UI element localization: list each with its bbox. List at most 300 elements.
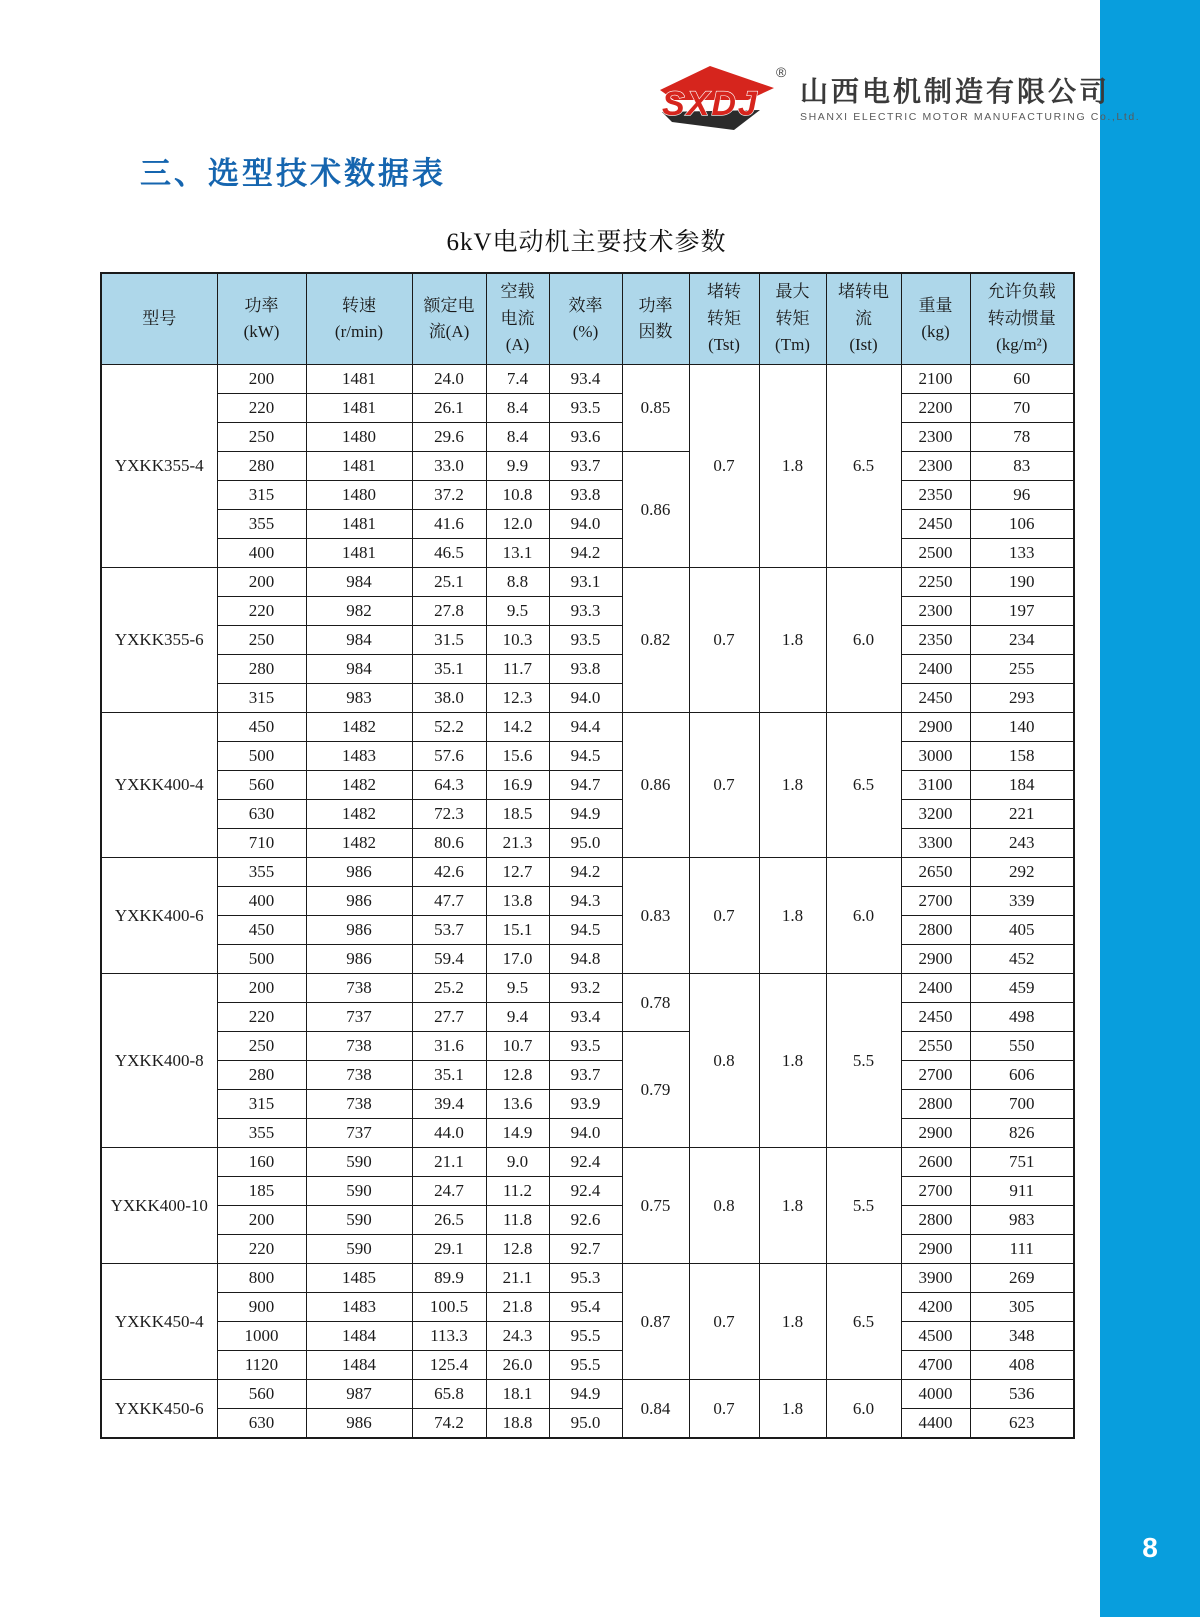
- weight-cell: 4700: [901, 1351, 970, 1380]
- weight-cell: 3900: [901, 1264, 970, 1293]
- power-cell: 315: [217, 481, 306, 510]
- speed-cell: 738: [306, 974, 412, 1003]
- power-factor-cell: 0.85: [622, 365, 689, 452]
- column-header: 重量 (kg): [901, 273, 970, 365]
- power-cell: 220: [217, 597, 306, 626]
- model-cell: YXKK355-6: [101, 568, 217, 713]
- max-torque-cell: 1.8: [759, 1264, 826, 1380]
- table-row: [101, 1061, 1074, 1090]
- table-row: [101, 1351, 1074, 1380]
- table-title: 6kV电动机主要技术参数: [446, 229, 727, 256]
- weight-cell: 2300: [901, 423, 970, 452]
- column-header: 额定电 流(A): [412, 273, 486, 365]
- model-cell: YXKK400-4: [101, 713, 217, 858]
- column-header: 转速 (r/min): [306, 273, 412, 365]
- inertia-cell: 826: [970, 1119, 1074, 1148]
- table-row: [101, 1322, 1074, 1351]
- speed-cell: 1484: [306, 1351, 412, 1380]
- table-row: [101, 568, 1074, 597]
- rated-current-cell: 125.4: [412, 1351, 486, 1380]
- model-cell: YXKK400-6: [101, 858, 217, 974]
- model-cell: YXKK400-8: [101, 974, 217, 1148]
- power-cell: 200: [217, 974, 306, 1003]
- noload-current-cell: 10.7: [486, 1032, 549, 1061]
- power-cell: 450: [217, 916, 306, 945]
- table-row: [101, 1177, 1074, 1206]
- model-cell: YXKK450-6: [101, 1380, 217, 1439]
- noload-current-cell: 15.1: [486, 916, 549, 945]
- noload-current-cell: 13.6: [486, 1090, 549, 1119]
- rated-current-cell: 80.6: [412, 829, 486, 858]
- power-cell: 630: [217, 1409, 306, 1439]
- inertia-cell: 133: [970, 539, 1074, 568]
- inertia-cell: 96: [970, 481, 1074, 510]
- weight-cell: 2700: [901, 887, 970, 916]
- efficiency-cell: 93.4: [549, 365, 622, 394]
- noload-current-cell: 10.3: [486, 626, 549, 655]
- column-header: 型号: [101, 273, 217, 365]
- noload-current-cell: 13.1: [486, 539, 549, 568]
- rated-current-cell: 41.6: [412, 510, 486, 539]
- max-torque-cell: 1.8: [759, 568, 826, 713]
- weight-cell: 2100: [901, 365, 970, 394]
- column-header: 最大 转矩 (Tm): [759, 273, 826, 365]
- column-header: 堵转电 流 (Ist): [826, 273, 901, 365]
- speed-cell: 984: [306, 568, 412, 597]
- rated-current-cell: 47.7: [412, 887, 486, 916]
- inertia-cell: 751: [970, 1148, 1074, 1177]
- power-cell: 450: [217, 713, 306, 742]
- efficiency-cell: 93.5: [549, 1032, 622, 1061]
- inertia-cell: 550: [970, 1032, 1074, 1061]
- table-row: [101, 1380, 1074, 1409]
- table-row: [101, 452, 1074, 481]
- power-factor-cell: 0.78: [622, 974, 689, 1032]
- efficiency-cell: 92.7: [549, 1235, 622, 1264]
- weight-cell: 2450: [901, 510, 970, 539]
- power-factor-cell: 0.82: [622, 568, 689, 713]
- column-header: 功率 (kW): [217, 273, 306, 365]
- inertia-cell: 459: [970, 974, 1074, 1003]
- table-row: [101, 365, 1074, 394]
- efficiency-cell: 93.5: [549, 394, 622, 423]
- noload-current-cell: 17.0: [486, 945, 549, 974]
- power-cell: 315: [217, 684, 306, 713]
- table-row: [101, 916, 1074, 945]
- noload-current-cell: 7.4: [486, 365, 549, 394]
- efficiency-cell: 93.9: [549, 1090, 622, 1119]
- speed-cell: 986: [306, 1409, 412, 1439]
- noload-current-cell: 9.0: [486, 1148, 549, 1177]
- noload-current-cell: 24.3: [486, 1322, 549, 1351]
- table-row: [101, 1264, 1074, 1293]
- speed-cell: 984: [306, 626, 412, 655]
- locked-rotor-torque-cell: 0.7: [689, 713, 759, 858]
- speed-cell: 1481: [306, 394, 412, 423]
- table-row: [101, 539, 1074, 568]
- weight-cell: 2300: [901, 452, 970, 481]
- efficiency-cell: 93.6: [549, 423, 622, 452]
- rated-current-cell: 113.3: [412, 1322, 486, 1351]
- table-row: [101, 1119, 1074, 1148]
- efficiency-cell: 94.0: [549, 1119, 622, 1148]
- rated-current-cell: 44.0: [412, 1119, 486, 1148]
- table-row: [101, 800, 1074, 829]
- weight-cell: 2550: [901, 1032, 970, 1061]
- locked-rotor-torque-cell: 0.7: [689, 568, 759, 713]
- table-row: [101, 597, 1074, 626]
- power-cell: 800: [217, 1264, 306, 1293]
- rated-current-cell: 29.6: [412, 423, 486, 452]
- inertia-cell: 292: [970, 858, 1074, 887]
- inertia-cell: 184: [970, 771, 1074, 800]
- weight-cell: 2900: [901, 1235, 970, 1264]
- weight-cell: 2350: [901, 481, 970, 510]
- weight-cell: 2800: [901, 916, 970, 945]
- locked-rotor-torque-cell: 0.7: [689, 1264, 759, 1380]
- power-cell: 280: [217, 1061, 306, 1090]
- power-factor-cell: 0.84: [622, 1380, 689, 1439]
- weight-cell: 2450: [901, 684, 970, 713]
- inertia-cell: 158: [970, 742, 1074, 771]
- table-row: [101, 655, 1074, 684]
- power-cell: 280: [217, 655, 306, 684]
- rated-current-cell: 27.8: [412, 597, 486, 626]
- inertia-cell: 452: [970, 945, 1074, 974]
- efficiency-cell: 94.5: [549, 916, 622, 945]
- power-cell: 1000: [217, 1322, 306, 1351]
- noload-current-cell: 14.9: [486, 1119, 549, 1148]
- max-torque-cell: 1.8: [759, 974, 826, 1148]
- speed-cell: 590: [306, 1206, 412, 1235]
- noload-current-cell: 12.3: [486, 684, 549, 713]
- weight-cell: 2400: [901, 974, 970, 1003]
- efficiency-cell: 95.5: [549, 1322, 622, 1351]
- noload-current-cell: 12.8: [486, 1235, 549, 1264]
- efficiency-cell: 93.4: [549, 1003, 622, 1032]
- inertia-cell: 60: [970, 365, 1074, 394]
- efficiency-cell: 93.2: [549, 974, 622, 1003]
- locked-rotor-torque-cell: 0.7: [689, 365, 759, 568]
- efficiency-cell: 92.6: [549, 1206, 622, 1235]
- weight-cell: 2250: [901, 568, 970, 597]
- table-row: [101, 974, 1074, 1003]
- speed-cell: 1480: [306, 481, 412, 510]
- weight-cell: 3300: [901, 829, 970, 858]
- header-row: [101, 273, 1074, 365]
- rated-current-cell: 89.9: [412, 1264, 486, 1293]
- speed-cell: 1480: [306, 423, 412, 452]
- rated-current-cell: 57.6: [412, 742, 486, 771]
- speed-cell: 1481: [306, 539, 412, 568]
- power-factor-cell: 0.86: [622, 713, 689, 858]
- rated-current-cell: 35.1: [412, 655, 486, 684]
- inertia-cell: 348: [970, 1322, 1074, 1351]
- efficiency-cell: 95.4: [549, 1293, 622, 1322]
- rated-current-cell: 31.6: [412, 1032, 486, 1061]
- speed-cell: 590: [306, 1235, 412, 1264]
- inertia-cell: 106: [970, 510, 1074, 539]
- efficiency-cell: 93.1: [549, 568, 622, 597]
- noload-current-cell: 16.9: [486, 771, 549, 800]
- table-row: [101, 510, 1074, 539]
- rated-current-cell: 37.2: [412, 481, 486, 510]
- noload-current-cell: 9.9: [486, 452, 549, 481]
- weight-cell: 2400: [901, 655, 970, 684]
- speed-cell: 983: [306, 684, 412, 713]
- power-cell: 1120: [217, 1351, 306, 1380]
- inertia-cell: 221: [970, 800, 1074, 829]
- efficiency-cell: 94.0: [549, 684, 622, 713]
- inertia-cell: 293: [970, 684, 1074, 713]
- noload-current-cell: 18.8: [486, 1409, 549, 1439]
- locked-rotor-current-cell: 6.0: [826, 1380, 901, 1439]
- power-cell: 200: [217, 365, 306, 394]
- table-row: [101, 1235, 1074, 1264]
- noload-current-cell: 14.2: [486, 713, 549, 742]
- table-row: [101, 945, 1074, 974]
- table-row: [101, 684, 1074, 713]
- model-cell: YXKK450-4: [101, 1264, 217, 1380]
- weight-cell: 4000: [901, 1380, 970, 1409]
- power-cell: 315: [217, 1090, 306, 1119]
- noload-current-cell: 8.4: [486, 423, 549, 452]
- power-cell: 900: [217, 1293, 306, 1322]
- power-factor-cell: 0.75: [622, 1148, 689, 1264]
- power-cell: 355: [217, 1119, 306, 1148]
- table-row: [101, 1409, 1074, 1439]
- inertia-cell: 234: [970, 626, 1074, 655]
- weight-cell: 2500: [901, 539, 970, 568]
- company-name-cn: 山西电机制造有限公司: [800, 75, 1111, 107]
- noload-current-cell: 9.4: [486, 1003, 549, 1032]
- efficiency-cell: 95.3: [549, 1264, 622, 1293]
- table-row: [101, 394, 1074, 423]
- inertia-cell: 911: [970, 1177, 1074, 1206]
- inertia-cell: 405: [970, 916, 1074, 945]
- speed-cell: 1484: [306, 1322, 412, 1351]
- power-cell: 250: [217, 1032, 306, 1061]
- efficiency-cell: 94.3: [549, 887, 622, 916]
- efficiency-cell: 94.9: [549, 800, 622, 829]
- rated-current-cell: 25.1: [412, 568, 486, 597]
- efficiency-cell: 94.9: [549, 1380, 622, 1409]
- speed-cell: 1481: [306, 452, 412, 481]
- weight-cell: 4200: [901, 1293, 970, 1322]
- efficiency-cell: 92.4: [549, 1148, 622, 1177]
- inertia-cell: 983: [970, 1206, 1074, 1235]
- noload-current-cell: 10.8: [486, 481, 549, 510]
- speed-cell: 1485: [306, 1264, 412, 1293]
- noload-current-cell: 8.8: [486, 568, 549, 597]
- power-factor-cell: 0.79: [622, 1032, 689, 1148]
- max-torque-cell: 1.8: [759, 1148, 826, 1264]
- noload-current-cell: 12.7: [486, 858, 549, 887]
- locked-rotor-current-cell: 6.0: [826, 568, 901, 713]
- inertia-cell: 700: [970, 1090, 1074, 1119]
- rated-current-cell: 26.1: [412, 394, 486, 423]
- noload-current-cell: 8.4: [486, 394, 549, 423]
- power-cell: 500: [217, 945, 306, 974]
- noload-current-cell: 21.3: [486, 829, 549, 858]
- inertia-cell: 197: [970, 597, 1074, 626]
- power-cell: 400: [217, 887, 306, 916]
- efficiency-cell: 94.2: [549, 858, 622, 887]
- power-cell: 220: [217, 1235, 306, 1264]
- noload-current-cell: 15.6: [486, 742, 549, 771]
- speed-cell: 986: [306, 858, 412, 887]
- speed-cell: 1481: [306, 510, 412, 539]
- speed-cell: 737: [306, 1119, 412, 1148]
- rated-current-cell: 25.2: [412, 974, 486, 1003]
- spec-table-body: [101, 365, 1074, 1439]
- inertia-cell: 70: [970, 394, 1074, 423]
- speed-cell: 590: [306, 1177, 412, 1206]
- inertia-cell: 623: [970, 1409, 1074, 1439]
- speed-cell: 984: [306, 655, 412, 684]
- table-row: [101, 481, 1074, 510]
- table-row: [101, 1090, 1074, 1119]
- locked-rotor-current-cell: 6.5: [826, 713, 901, 858]
- model-cell: YXKK400-10: [101, 1148, 217, 1264]
- power-cell: 630: [217, 800, 306, 829]
- noload-current-cell: 12.8: [486, 1061, 549, 1090]
- noload-current-cell: 13.8: [486, 887, 549, 916]
- speed-cell: 986: [306, 945, 412, 974]
- efficiency-cell: 94.4: [549, 713, 622, 742]
- table-row: [101, 423, 1074, 452]
- rated-current-cell: 29.1: [412, 1235, 486, 1264]
- inertia-cell: 255: [970, 655, 1074, 684]
- weight-cell: 2900: [901, 1119, 970, 1148]
- inertia-cell: 606: [970, 1061, 1074, 1090]
- efficiency-cell: 93.7: [549, 1061, 622, 1090]
- power-cell: 355: [217, 510, 306, 539]
- efficiency-cell: 95.0: [549, 829, 622, 858]
- efficiency-cell: 94.8: [549, 945, 622, 974]
- rated-current-cell: 72.3: [412, 800, 486, 829]
- power-cell: 250: [217, 626, 306, 655]
- weight-cell: 3100: [901, 771, 970, 800]
- noload-current-cell: 11.8: [486, 1206, 549, 1235]
- power-factor-cell: 0.86: [622, 452, 689, 568]
- power-cell: 160: [217, 1148, 306, 1177]
- weight-cell: 2650: [901, 858, 970, 887]
- max-torque-cell: 1.8: [759, 713, 826, 858]
- speed-cell: 590: [306, 1148, 412, 1177]
- noload-current-cell: 26.0: [486, 1351, 549, 1380]
- page-number: 8: [1142, 1532, 1158, 1563]
- weight-cell: 4500: [901, 1322, 970, 1351]
- power-cell: 200: [217, 568, 306, 597]
- table-row: [101, 626, 1074, 655]
- rated-current-cell: 46.5: [412, 539, 486, 568]
- table-row: [101, 1148, 1074, 1177]
- speed-cell: 1483: [306, 742, 412, 771]
- efficiency-cell: 93.5: [549, 626, 622, 655]
- power-cell: 500: [217, 742, 306, 771]
- column-header: 效率 (%): [549, 273, 622, 365]
- rated-current-cell: 27.7: [412, 1003, 486, 1032]
- power-cell: 560: [217, 771, 306, 800]
- rated-current-cell: 64.3: [412, 771, 486, 800]
- weight-cell: 2900: [901, 945, 970, 974]
- efficiency-cell: 93.8: [549, 481, 622, 510]
- inertia-cell: 78: [970, 423, 1074, 452]
- table-row: [101, 742, 1074, 771]
- model-cell: YXKK355-4: [101, 365, 217, 568]
- rated-current-cell: 42.6: [412, 858, 486, 887]
- power-factor-cell: 0.87: [622, 1264, 689, 1380]
- efficiency-cell: 93.8: [549, 655, 622, 684]
- power-cell: 710: [217, 829, 306, 858]
- weight-cell: 2300: [901, 597, 970, 626]
- locked-rotor-torque-cell: 0.8: [689, 974, 759, 1148]
- efficiency-cell: 92.4: [549, 1177, 622, 1206]
- inertia-cell: 339: [970, 887, 1074, 916]
- inertia-cell: 536: [970, 1380, 1074, 1409]
- power-cell: 280: [217, 452, 306, 481]
- rated-current-cell: 65.8: [412, 1380, 486, 1409]
- noload-current-cell: 9.5: [486, 974, 549, 1003]
- efficiency-cell: 94.7: [549, 771, 622, 800]
- weight-cell: 4400: [901, 1409, 970, 1439]
- rated-current-cell: 74.2: [412, 1409, 486, 1439]
- power-cell: 200: [217, 1206, 306, 1235]
- locked-rotor-torque-cell: 0.8: [689, 1148, 759, 1264]
- inertia-cell: 243: [970, 829, 1074, 858]
- column-header: 空载 电流 (A): [486, 273, 549, 365]
- efficiency-cell: 93.3: [549, 597, 622, 626]
- weight-cell: 2350: [901, 626, 970, 655]
- rated-current-cell: 21.1: [412, 1148, 486, 1177]
- power-cell: 185: [217, 1177, 306, 1206]
- power-cell: 220: [217, 394, 306, 423]
- noload-current-cell: 12.0: [486, 510, 549, 539]
- rated-current-cell: 53.7: [412, 916, 486, 945]
- speed-cell: 738: [306, 1032, 412, 1061]
- section-title: 三、选型技术数据表: [140, 156, 446, 191]
- weight-cell: 3200: [901, 800, 970, 829]
- locked-rotor-current-cell: 6.5: [826, 365, 901, 568]
- company-logo: [648, 62, 1140, 138]
- locked-rotor-current-cell: 6.0: [826, 858, 901, 974]
- inertia-cell: 498: [970, 1003, 1074, 1032]
- speed-cell: 987: [306, 1380, 412, 1409]
- table-row: [101, 1003, 1074, 1032]
- speed-cell: 986: [306, 916, 412, 945]
- table-row: [101, 829, 1074, 858]
- table-row: [101, 858, 1074, 887]
- locked-rotor-torque-cell: 0.7: [689, 1380, 759, 1439]
- sxdj-logo-icon: [648, 62, 786, 138]
- efficiency-cell: 94.0: [549, 510, 622, 539]
- inertia-cell: 269: [970, 1264, 1074, 1293]
- spec-table: [100, 272, 1075, 1439]
- inertia-cell: 190: [970, 568, 1074, 597]
- speed-cell: 1483: [306, 1293, 412, 1322]
- column-header: 允许负载 转动惯量 (kg/m²): [970, 273, 1074, 365]
- speed-cell: 738: [306, 1090, 412, 1119]
- noload-current-cell: 21.8: [486, 1293, 549, 1322]
- weight-cell: 2450: [901, 1003, 970, 1032]
- power-cell: 355: [217, 858, 306, 887]
- efficiency-cell: 94.2: [549, 539, 622, 568]
- registered-mark: ®: [776, 64, 787, 80]
- efficiency-cell: 93.7: [549, 452, 622, 481]
- inertia-cell: 140: [970, 713, 1074, 742]
- speed-cell: 1482: [306, 713, 412, 742]
